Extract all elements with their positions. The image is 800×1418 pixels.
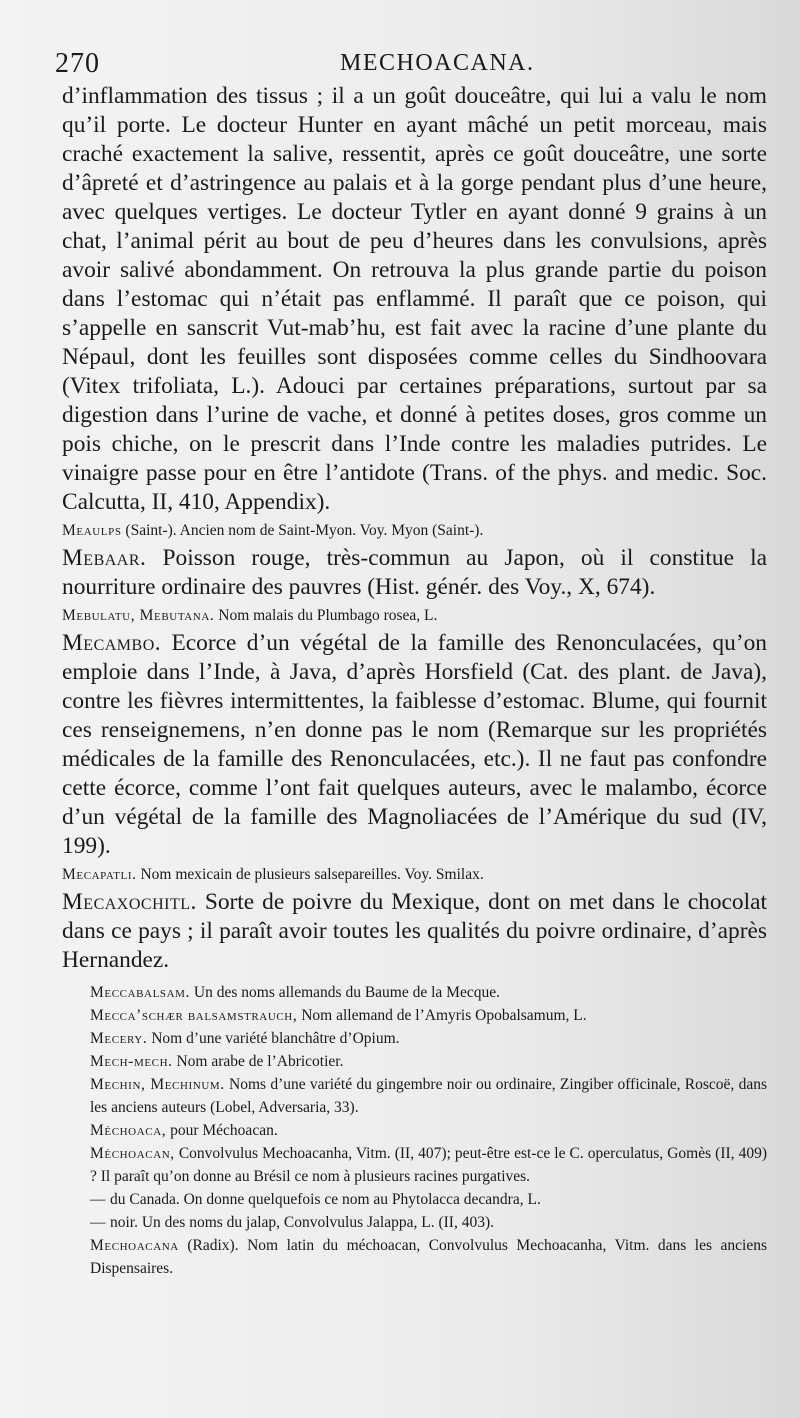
entry-head: — <box>90 1214 107 1231</box>
entry-text: Noms d’une variété du gingembre noir ou ordinaire, Zingiber officinale, Roscoë, dans les anciens auteurs (Lobel, Adversaria, 33). <box>90 1076 768 1116</box>
entry-head: Mechoacana <box>90 1237 179 1254</box>
entry-mebaar <box>62 544 767 602</box>
entry-mechin <box>62 1073 767 1119</box>
page-header <box>55 48 775 84</box>
entry-mecery <box>62 1027 767 1050</box>
entry-text: du Canada. On donne quelquefois ce nom au Phytolacca decandra, L. <box>106 1191 541 1208</box>
entry-mechoaca <box>62 1119 767 1142</box>
entry-text: Un des noms allemands du Baume de la Mecque. <box>190 984 500 1001</box>
entry-mechoacana <box>62 1234 767 1280</box>
entry-meaulps <box>62 519 767 542</box>
entry-text: noir. Un des noms du jalap, Convolvulus Jalappa, L. (II, 403). <box>106 1214 494 1231</box>
entry-head: Méchoaca, <box>90 1122 167 1139</box>
dictionary-body <box>62 82 767 1280</box>
entry-text: Sorte de poivre du Mexique, dont on met dans le chocolat dans ce pays ; il paraît avoir toutes les qualités du poivre ordinaire, d’après Hernandez. <box>62 889 767 973</box>
entry-head: Mech-mech. <box>90 1053 173 1070</box>
entry-text: Convolvulus Mechoacanha, Vitm. (II, 407); peut-être est-ce le C. operculatus, Gomès (II, 409) ? Il paraît qu’on donne au Brésil ce nom à plusieurs racines purgatives. <box>90 1145 767 1185</box>
entry-mechoacan <box>62 1142 767 1188</box>
entry-head: Mecca’schær balsamstrauch, <box>90 1007 298 1024</box>
entry-text: Nom arabe de l’Abricotier. <box>172 1053 344 1070</box>
entry-mech-mech <box>62 1050 767 1073</box>
intro-paragraph: d’inflammation des tissus ; il a un goût douceâtre, qui lui a valu le nom qu’il porte. Le docteur Hunter en ayant mâché un petit morceau, mais craché exactement la salive, ressentit, après ce goût douceâtre, une sorte d’âpreté et d’astringence au palais et à la gorge pendant plus d’une heure, avec quelques vertiges. Le docteur Tytler en ayant donné 9 grains à un chat, l’animal périt au bout de peu d’heures dans les convulsions, après avoir salivé abondamment. On retrouva la plus grande partie du poison dans l’estomac qui n’était pas enflammé. Il paraît que ce poison, qui s’appelle en sanscrit Vut-mab’hu, est fait avec la racine d’une plante du Népaul, dont les feuilles sont disposées comme celles du Sindhoovara (Vitex trifoliata, L.). Adouci par certaines préparations, surtout par sa digestion dans l’urine de vache, et donné à petites doses, gros comme un pois chiche, on le prescrit dans l’Inde contre les maladies putrides. Le vinaigre passe pour en être l’antidote (Trans. of the phys. and medic. Soc. Calcutta, II, 410, Appendix). <box>62 83 767 515</box>
entry-text: (Saint-). Ancien nom de Saint-Myon. Voy. Myon (Saint-). <box>121 522 484 539</box>
entry-head: Meccabalsam. <box>90 984 191 1001</box>
entry-mecca-schaer <box>62 1004 767 1027</box>
entry-head: Mecery. <box>90 1030 148 1047</box>
entry-text: Nom d’une variété blanchâtre d’Opium. <box>147 1030 400 1047</box>
entry-mecaxochitl <box>62 888 767 975</box>
entry-text: (Radix). Nom latin du méchoacan, Convolvulus Mechoacanha, Vitm. dans les anciens Dispensaires. <box>90 1237 767 1277</box>
running-title: MECHOACANA. <box>340 50 535 76</box>
entry-text: Poisson rouge, très-commun au Japon, où il constitue la nourriture ordinaire des pauvres (Hist. génér. des Voy., X, 674). <box>62 545 767 600</box>
entry-text: Ecorce d’un végétal de la famille des Renonculacées, qu’on emploie dans l’Inde, à Java, d’après Horsfield (Cat. des plant. de Java), contre les fièvres intermittentes, la faiblesse d’estomac. Blume, qui fournit ces renseignemens, n’en donne pas le nom (Remarque sur les propriétés médicales de la famille des Renonculacées, etc.). Il ne faut pas confondre cette écorce, comme l’ont fait quelques auteurs, avec le malambo, écorce d’un végétal de la famille des Magnoliacées de l’Amérique du sud (IV, 199). <box>62 630 767 859</box>
entry-head: Mechin, Mechinum. <box>90 1076 225 1093</box>
entry-text: Nom allemand de l’Amyris Opobalsamum, L. <box>297 1007 587 1024</box>
entry-mecambo <box>62 629 767 861</box>
entry-head: — <box>90 1191 107 1208</box>
entry-mechoacan-noir <box>62 1211 767 1234</box>
entry-head: Mecambo. <box>62 630 162 656</box>
entry-head: Méchoacan, <box>90 1145 175 1162</box>
entry-head: Mebaar. <box>62 545 147 571</box>
entry-head: Mecaxochitl. <box>62 889 197 915</box>
entry-head: Mebulatu, Mebutana. <box>62 607 215 624</box>
entry-head: Meaulps <box>62 522 122 539</box>
entry-mechoacan-du-canada <box>62 1188 767 1211</box>
page-number: 270 <box>55 48 100 79</box>
entry-text: Nom malais du Plumbago rosea, L. <box>214 607 438 624</box>
entry-text: Nom mexicain de plusieurs salsepareilles. Voy. Smilax. <box>136 866 484 883</box>
entry-mecapatli <box>62 863 767 886</box>
entry-meccabalsam <box>62 981 767 1004</box>
entry-text: pour Méchoacan. <box>166 1122 278 1139</box>
entry-mebulatu <box>62 604 767 627</box>
entry-head: Mecapatli. <box>62 866 137 883</box>
